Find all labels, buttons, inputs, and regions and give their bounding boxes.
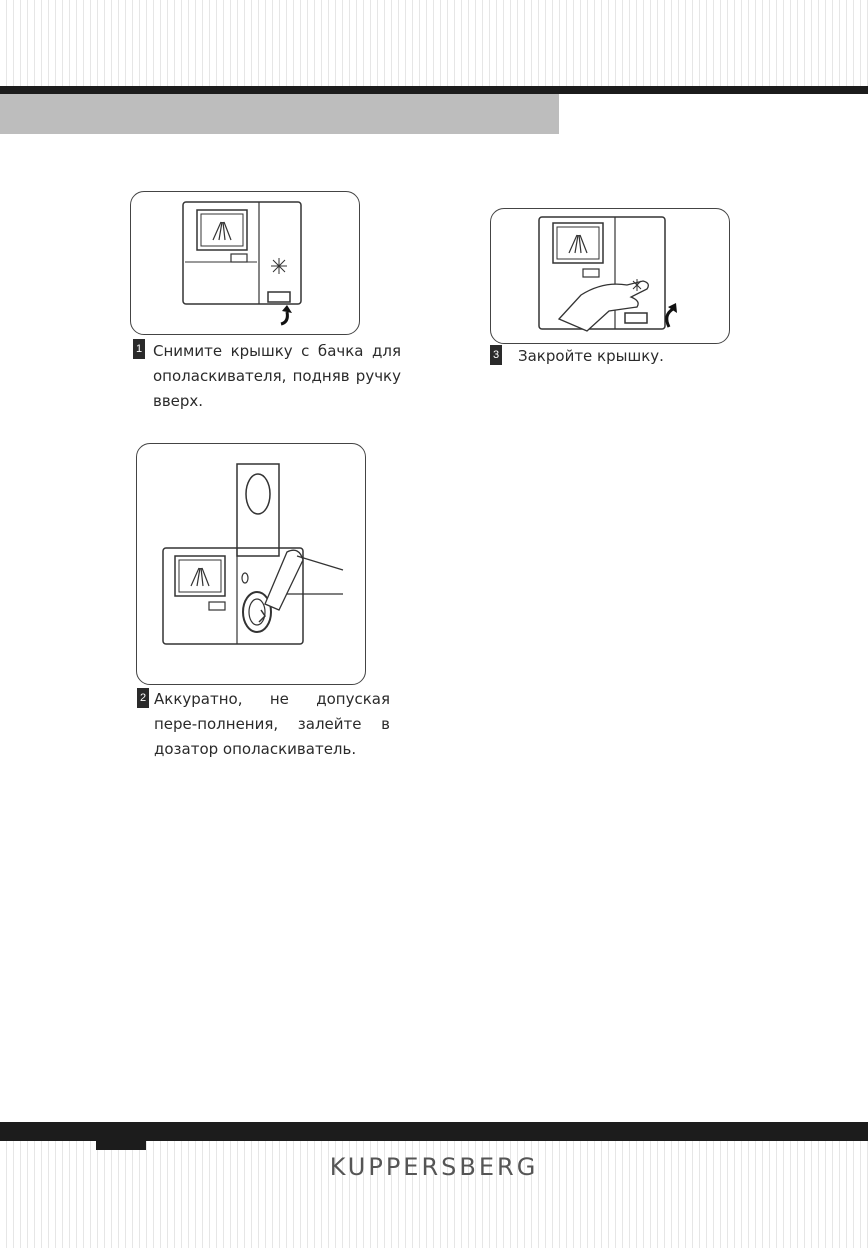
footer-tab: [96, 1141, 146, 1150]
step-1-caption: Снимите крышку с бачка для ополаскивателя, подняв ручку вверх.: [153, 342, 401, 410]
step-2-caption: Аккуратно, не допуская пере-полнения, залейте в дозатор ополаскиватель.: [154, 690, 390, 758]
step-2-illustration: [136, 443, 366, 685]
step-1-number: 1: [133, 339, 145, 359]
step-1-illustration: [130, 191, 360, 335]
header-bar: [0, 86, 868, 94]
footer-bar: [0, 1122, 868, 1141]
step-3-illustration: [490, 208, 730, 344]
step-3-number: 3: [490, 345, 502, 365]
step-2-number: 2: [137, 688, 149, 708]
brand-logo: KUPPERSBERG: [329, 1153, 539, 1181]
step-3-caption: Закройте крышку.: [518, 347, 664, 365]
header-stripes: [0, 0, 868, 86]
section-title-band: [0, 94, 559, 134]
